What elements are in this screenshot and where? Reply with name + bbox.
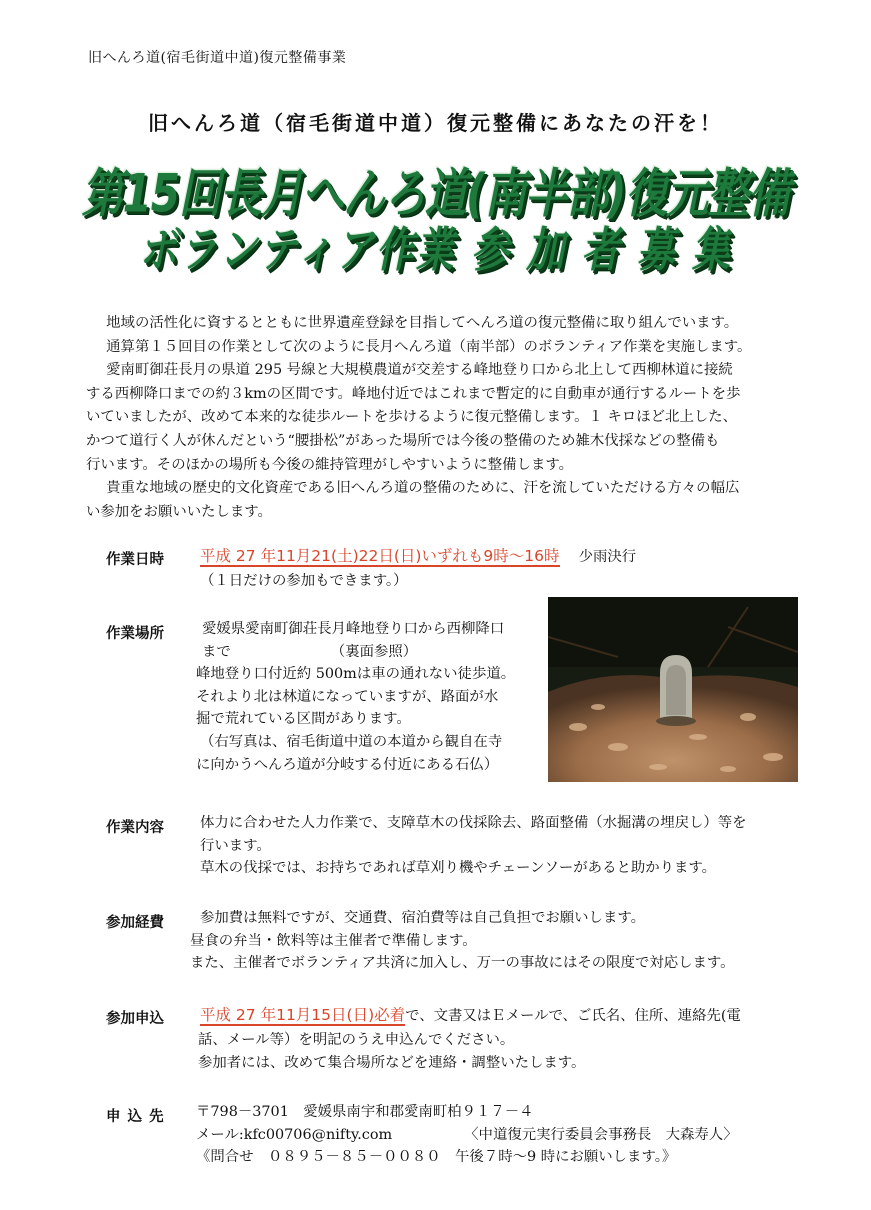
contact-phone: 《問合せ ０８９５－８５－００８０ 午後７時～9 時にお願いします。》 (196, 1149, 677, 1166)
place-line: 峰地登り口付近約 500mは車の通れない徒歩道。 (196, 666, 516, 683)
intro-line: 通算第１５回目の作業として次のように長月へんろ道（南半部）のボランティア作業を実施します。 (106, 338, 752, 355)
rain-note: 少雨決行 (578, 549, 637, 565)
cost-line: 参加費は無料ですが、交通費、宿泊費等は自己負担でお願いします。 (200, 910, 645, 926)
work-line: 草木の伐採では、お持ちであれば草刈り機やチェーンソーがあると助かります。 (200, 860, 717, 877)
place-text (196, 618, 541, 776)
date-note: （１日だけの参加もできます。） (200, 573, 408, 589)
apply-line: 話、メール等）を明記のうえ申込んでください。 (198, 1032, 515, 1048)
place-line: まで （裏面参照） (202, 643, 418, 660)
place-line: に向かうへんろ道が分岐する付近にある石仏） (196, 756, 499, 773)
cost-line: また、主催者でボランティア共済に加入し、万一の事故にはその限度で対応します。 (190, 955, 735, 972)
intro-line: する西柳降口までの約３kmの区間です。峰地付近ではこれまで暫定的に自動車が通行するルートを歩 (86, 385, 741, 402)
work-text (200, 812, 810, 880)
intro-text (86, 312, 806, 524)
apply-row (200, 1003, 741, 1028)
photo-illustration (548, 597, 798, 782)
deadline-highlight: 平成 27 年11月15日(日)必着 (200, 1006, 406, 1024)
subtitle: 旧へんろ道（宿毛街道中道）復元整備にあなたの汗を！ (148, 111, 723, 135)
intro-line: いていましたが、改めて本来的な徒歩ルートを歩けるように復元整備します。１ キロほど北上した、 (86, 409, 738, 426)
place-line: （右写真は、宿毛街道中道の本道から観自在寺 (200, 733, 503, 750)
date-highlight: 平成 27 年11月21(土)22日(日)いずれも9時～16時 (200, 547, 560, 565)
main-title-line2: ボランティア作業 参 加 者 募 集 (138, 222, 733, 278)
place-line: それより北は林道になっていますが、路面が水 (196, 688, 499, 705)
main-title-line1: 第15回長月へんろ道(南半部)復元整備 (81, 162, 790, 224)
date-label: 作業日時 (106, 552, 164, 568)
intro-line: 愛南町御荘長月の県道 295 号線と大規模農道が交差する峰地登り口から北上して西柳林道に接続 (106, 362, 733, 379)
stone-buddha-photo (548, 597, 798, 782)
cost-text (190, 907, 810, 975)
contact-person: 〈中道復元実行委員会事務長 大森寿人〉 (464, 1126, 738, 1143)
intro-line: い参加をお願いいたします。 (86, 503, 272, 520)
contact-email-row (196, 1124, 806, 1147)
intro-line: 貴重な地域の歴史的文化資産である旧へんろ道の整備のために、汗を流していただける方々の幅広 (106, 480, 740, 497)
intro-line: 地域の活性化に資するとともに世界遺産登録を目指してへんろ道の復元整備に取り組んでいます。 (106, 315, 739, 331)
apply-line: で、文書又はＥメールで、ご氏名、住所、連絡先(電 (405, 1008, 741, 1024)
apply-text (198, 1029, 808, 1074)
contact-address: 〒798－3701 愛媛県南宇和郡愛南町柏９１７－４ (196, 1104, 534, 1120)
date-row (200, 544, 636, 569)
work-line: 体力に合わせた人力作業で、支障草木の伐採除去、路面整備（水掘溝の埋戻し）等を (200, 815, 747, 831)
intro-line: 行います。そのほかの場所も今後の維持管理がしやすいように整備します。 (86, 456, 573, 473)
work-label: 作業内容 (106, 820, 164, 836)
place-line: 掘で荒れている区間があります。 (196, 711, 411, 728)
intro-line: かつて道行く人が休んだという“腰掛松”があった場所では今後の整備のため雑木伐採などの整備も (86, 432, 720, 449)
apply-line: 参加者には、改めて集合場所などを連絡・調整いたします。 (198, 1054, 586, 1071)
cost-line: 昼食の弁当・飲料等は主催者で準備します。 (190, 932, 477, 949)
contact-email[interactable]: メール:kfc00706@nifty.com (196, 1126, 393, 1143)
project-name: 旧へんろ道(宿毛街道中道)復元整備事業 (88, 50, 347, 66)
place-line: 愛媛県愛南町御荘長月峰地登り口から西柳降口 (202, 621, 505, 637)
cost-label: 参加経費 (106, 915, 164, 931)
contact-text (196, 1101, 806, 1169)
place-label: 作業場所 (106, 626, 164, 642)
work-line: 行います。 (200, 837, 271, 854)
apply-label: 参加申込 (106, 1011, 164, 1027)
contact-label: 申 込 先 (106, 1109, 165, 1125)
